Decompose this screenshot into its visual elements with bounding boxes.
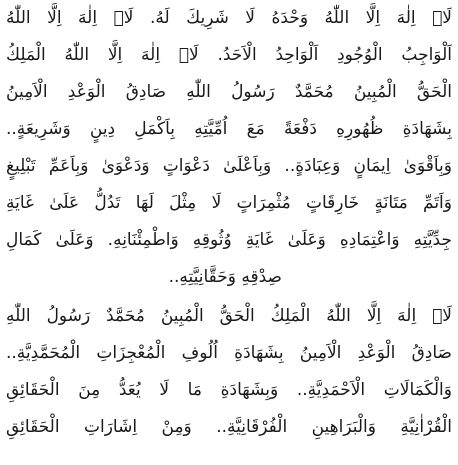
text-line: الْقُرْاٰنِيَّةِ وَالْبَرَاهِينِ الْفُرْقَانِيَّةِ.. وَمِنْ اِشَارَاتِ الْحَقَائِقِ bbox=[6, 417, 452, 437]
text-line: جِدِّيَّتِهِ وَاعْتِمَادِهِ وَعَلَىٰ غَايَةِ وُثُوقِهِ وَاطْمِئْنَانِهِ. وَعَلَىٰ كَمَالِ bbox=[6, 230, 452, 250]
text-line: وَبِاَقْوَىٰ اِيمَانٍ وَعِبَادَةٍ.. وَبِاَعْلَىٰ دَعْوَاتٍ وَدَعْوَىٰ وَبِاَعَمِّ تَبْلِيغٍ bbox=[6, 156, 452, 176]
text-line: بِشَهَادَةِ ظُهُورِهِ دَفْعَةً مَعَ اُمِّيَّتِهِ بِاَكْمَلِ دِينٍ وَشَرِيعَةٍ.. bbox=[6, 119, 452, 139]
text-line: وَاَتَمِّ مَتَانَةٍ خَارِقَاتٍ مُثْمِرَاتٍ لَا مِثْلَ لَهَا تَدُلُّ عَلَىٰ غَايَةِ bbox=[6, 193, 452, 213]
text-line: لَاۤ اِلٰهَ اِلَّا اللّٰهُ وَحْدَهُ لَا شَرِيكَ لَهُ. لَاۤ اِلٰهَ اِلَّا اللّٰهُ bbox=[6, 8, 452, 28]
text-line: صَادِقُ الْوَعْدِ الْاَمِينُ بِشَهَادَةِ اُلُوفِ الْمُعْجِزَاتِ الْمُحَمَّدِيَّةِ.. bbox=[6, 343, 452, 363]
text-line: لَاۤ اِلٰهَ اِلَّا اللّٰهُ الْمَلِكُ الْحَقُّ الْمُبِينُ مُحَمَّدٌ رَسُولُ اللّٰهِ bbox=[6, 306, 452, 326]
text-line: الْحَقُّ الْمُبِينُ مُحَمَّدٌ رَسُولُ اللّٰهِ صَادِقُ الْوَعْدِ الْاَمِينُ bbox=[6, 82, 452, 102]
text-line: صِدْقِهِ وَحَقَّانِيَّتِهِ.. bbox=[168, 267, 282, 287]
text-line: وَالْكَمَالَاتِ الْاَحْمَدِيَّةِ.. وَبِشَهَادَةِ مَا لَا يُعَدُّ مِنَ الْحَقَائِقِ bbox=[6, 380, 452, 400]
text-line: اَلْوَاجِبُ الْوُجُودِ اَلْوَاحِدُ الْاَحَدُ. لَاۤ اِلٰهَ اِلَّا اللّٰهُ الْمَلِكُ bbox=[6, 45, 452, 65]
